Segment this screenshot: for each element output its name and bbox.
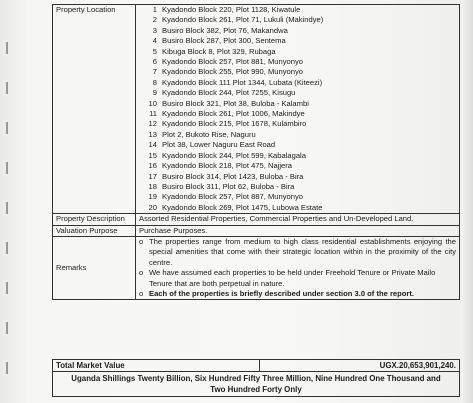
- location-item: [139, 119, 456, 129]
- location-item: [139, 15, 456, 25]
- location-item: [139, 130, 456, 140]
- total-row: [53, 360, 460, 372]
- amount-words-row: [53, 372, 460, 397]
- location-item: [139, 140, 456, 150]
- description-row: [53, 214, 460, 225]
- location-item: [139, 192, 456, 202]
- location-text: Busiro Block 287, Plot 300, Sentema: [162, 36, 286, 46]
- location-row: [53, 5, 460, 214]
- market-value-table: [52, 359, 460, 397]
- bullet-icon: o: [139, 288, 144, 298]
- remarks-label: Remarks: [53, 236, 136, 299]
- location-number: 18: [148, 181, 157, 191]
- remarks-row: [53, 236, 460, 299]
- binding-mark: [6, 162, 8, 174]
- binding-mark: [6, 282, 8, 294]
- location-text: Kyadondo Block 244, Plot 7255, Kisugu: [162, 88, 296, 98]
- purpose-row: [53, 225, 460, 236]
- location-text: Kyadondo Block 215, Plot 1678, Kulambiro: [162, 119, 307, 129]
- location-number: 20: [148, 202, 157, 212]
- location-number: 9: [152, 88, 157, 98]
- location-item: [139, 203, 456, 213]
- remark-item: [139, 268, 456, 289]
- location-label: Property Location: [53, 5, 136, 214]
- description-label: Property Description: [53, 214, 136, 225]
- location-text: Busiro Block 311, Plot 62, Buloba - Bira: [162, 181, 295, 191]
- remarks-cell: [136, 236, 460, 299]
- location-text: Kyadondo Block 269, Plot 1475, Lubowa Estate: [162, 202, 323, 212]
- location-text: Kyadondo Block 111 Plot 1344, Lubata (Kiteezi): [162, 77, 323, 87]
- valuation-summary-table: [52, 4, 460, 300]
- location-text: Kyadondo Block 255, Plot 990, Munyonyo: [162, 67, 303, 77]
- location-list: [139, 5, 456, 213]
- location-text: Kyadondo Block 244, Plot 599, Kabalagala: [162, 150, 306, 160]
- purpose-value: Purchase Purposes.: [136, 225, 460, 236]
- location-text: Busiro Block 321, Plot 38, Buloba - Kalambi: [162, 98, 309, 108]
- amount-in-words: Uganda Shillings Twenty Billion, Six Hundred Fifty Three Million, Nine Hundred One Thousand and Two Hundred Forty Only: [53, 372, 460, 397]
- remark-text: We have assumed each properties to be held under Freehold Tenure or Private Mailo Tenure that are both perpetual in nature.: [149, 268, 436, 288]
- location-item: [139, 5, 456, 15]
- location-item: [139, 36, 456, 46]
- location-number: 14: [148, 140, 157, 150]
- location-item: [139, 99, 456, 109]
- location-number: 3: [152, 25, 157, 35]
- remarks-list: [139, 237, 456, 299]
- location-number: 4: [152, 36, 157, 46]
- location-item: [139, 182, 456, 192]
- location-text: Kyadondo Block 218, Plot 475, Najjera: [162, 161, 293, 171]
- location-number: 1: [152, 5, 157, 14]
- remark-item: [139, 237, 456, 268]
- location-number: 19: [148, 192, 157, 202]
- location-number: 5: [152, 46, 157, 56]
- location-number: 13: [148, 129, 157, 139]
- binding-mark: [6, 42, 8, 54]
- location-text: Kyadondo Block 257, Plot 887, Munyonyo: [162, 192, 303, 202]
- location-text: Kyadondo Block 261, Plot 71, Lukuli (Makindye): [162, 15, 324, 25]
- description-value: Assorted Residential Properties, Commercial Properties and Un-Developed Land.: [136, 214, 460, 225]
- binding-mark: [6, 322, 8, 334]
- location-number: 8: [152, 77, 157, 87]
- location-text: Plot 38, Lower Naguru East Road: [162, 140, 276, 150]
- location-item: [139, 67, 456, 77]
- location-item: [139, 47, 456, 57]
- location-item: [139, 151, 456, 161]
- location-number: 11: [149, 109, 157, 119]
- location-text: Kyadondo Block 220, Plot 1128, Kiwatule: [162, 5, 301, 14]
- binding-mark: [6, 122, 8, 134]
- page-edge-shadow: [461, 0, 473, 403]
- binding-mark: [6, 202, 8, 214]
- location-number: 17: [148, 171, 157, 181]
- binding-mark: [6, 82, 8, 94]
- location-item: [139, 109, 456, 119]
- location-text: Kyadondo Block 257, Plot 881, Munyonyo: [162, 57, 303, 67]
- location-text: Busiro Block 314, Plot 1423, Buloba - Bira: [162, 171, 304, 181]
- location-item: [139, 57, 456, 67]
- location-number: 16: [148, 161, 157, 171]
- location-text: Kibuga Block 8, Plot 329, Rubaga: [162, 46, 276, 56]
- bullet-icon: o: [139, 236, 144, 246]
- remark-text-bold: Each of the properties is briefly described under section 3.0 of the report.: [149, 288, 414, 298]
- location-item: [139, 161, 456, 171]
- location-cell: [136, 5, 460, 214]
- location-item: [139, 172, 456, 182]
- remark-text: The properties range from medium to high class residential establishments enjoying the special amenities that come with their strategic location within in the proximity of the city centre.: [149, 236, 456, 267]
- location-text: Busiro Block 382, Plot 76, Makandwa: [162, 25, 288, 35]
- binding-mark: [6, 362, 8, 374]
- total-label: Total Market Value: [53, 360, 260, 372]
- location-number: 6: [152, 57, 157, 67]
- bullet-icon: o: [139, 268, 144, 278]
- location-number: 10: [148, 98, 157, 108]
- location-text: Kyadondo Block 261, Plot 1006, Makindye: [162, 109, 305, 119]
- location-item: [139, 88, 456, 98]
- location-number: 12: [148, 119, 157, 129]
- binding-mark: [6, 242, 8, 254]
- location-number: 2: [152, 15, 157, 25]
- location-number: 15: [148, 150, 157, 160]
- purpose-label: Valuation Purpose: [53, 225, 136, 236]
- total-value: UGX.20,653,901,240.: [260, 360, 460, 372]
- location-number: 7: [152, 67, 157, 77]
- location-item: [139, 26, 456, 36]
- remark-item: [139, 289, 456, 299]
- location-text: Plot 2, Bukoto Rise, Naguru: [162, 129, 256, 139]
- location-item: [139, 78, 456, 88]
